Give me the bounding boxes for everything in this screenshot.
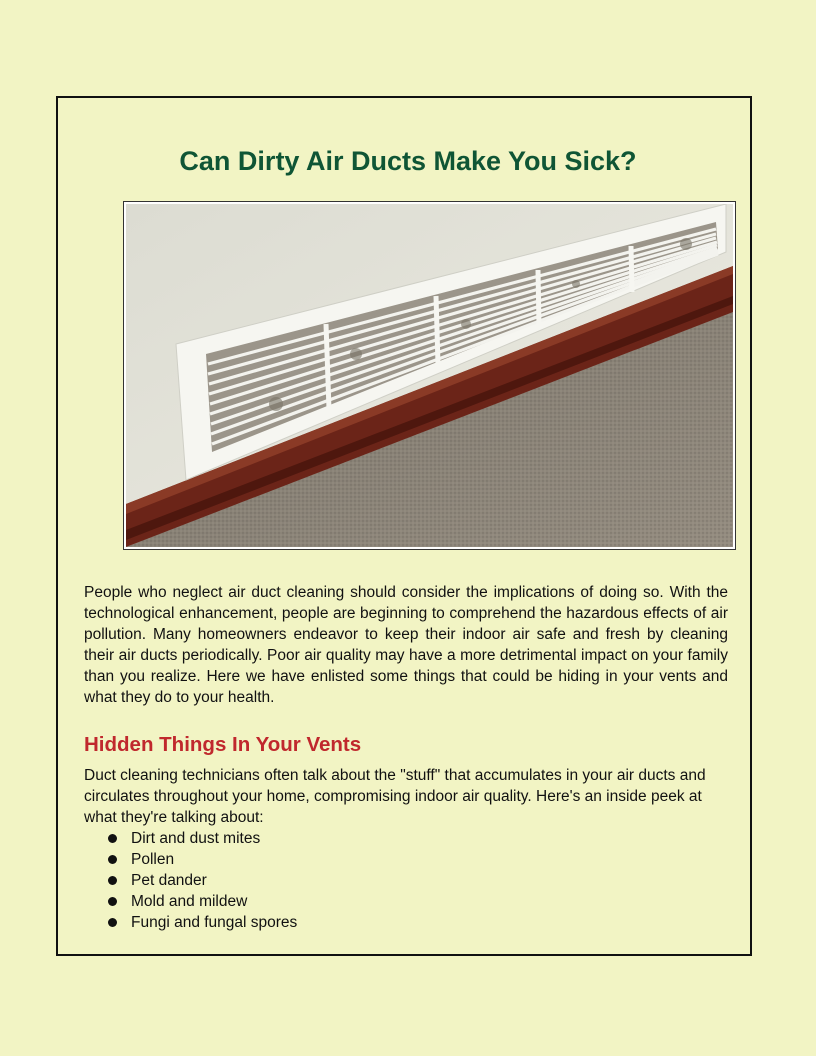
list-item xyxy=(84,849,297,870)
bullet-icon xyxy=(108,876,117,885)
list-item-text: Pollen xyxy=(131,851,175,868)
intro-paragraph: People who neglect air duct cleaning should consider the implications of doing so. With the technological enhancement, people are beginning to comprehend the hazardous effects of air pollution. Many homeowners endeavor to keep their indoor air safe and fresh by cleaning their air ducts periodically. Poor air quality may have a more detrimental impact on your family than you realize. Here we have enlisted some things that could be hiding in your vents and what they do to your health. xyxy=(84,584,728,706)
section-paragraph: Duct cleaning technicians often talk about the "stuff" that accumulates in your air ducts and circulates throughout your home, compromising indoor air quality. Here's an inside peek at what they're talking about: xyxy=(84,767,706,826)
bullet-icon xyxy=(108,897,117,906)
list-item-text: Fungi and fungal spores xyxy=(131,914,298,931)
list-item xyxy=(84,891,297,912)
dirty-vent-image xyxy=(126,204,733,547)
section-heading: Hidden Things In Your Vents xyxy=(84,733,362,756)
bullet-icon xyxy=(108,918,117,927)
list-item xyxy=(84,828,297,849)
hidden-things-list xyxy=(84,828,297,933)
page-title: Can Dirty Air Ducts Make You Sick? xyxy=(179,146,637,176)
list-item-text: Dirt and dust mites xyxy=(131,830,261,847)
list-item xyxy=(84,870,297,891)
bullet-icon xyxy=(108,834,117,843)
list-item-text: Pet dander xyxy=(131,872,207,889)
vent-photo xyxy=(123,201,736,550)
list-item xyxy=(84,912,297,933)
list-item-text: Mold and mildew xyxy=(131,893,248,910)
bullet-icon xyxy=(108,855,117,864)
